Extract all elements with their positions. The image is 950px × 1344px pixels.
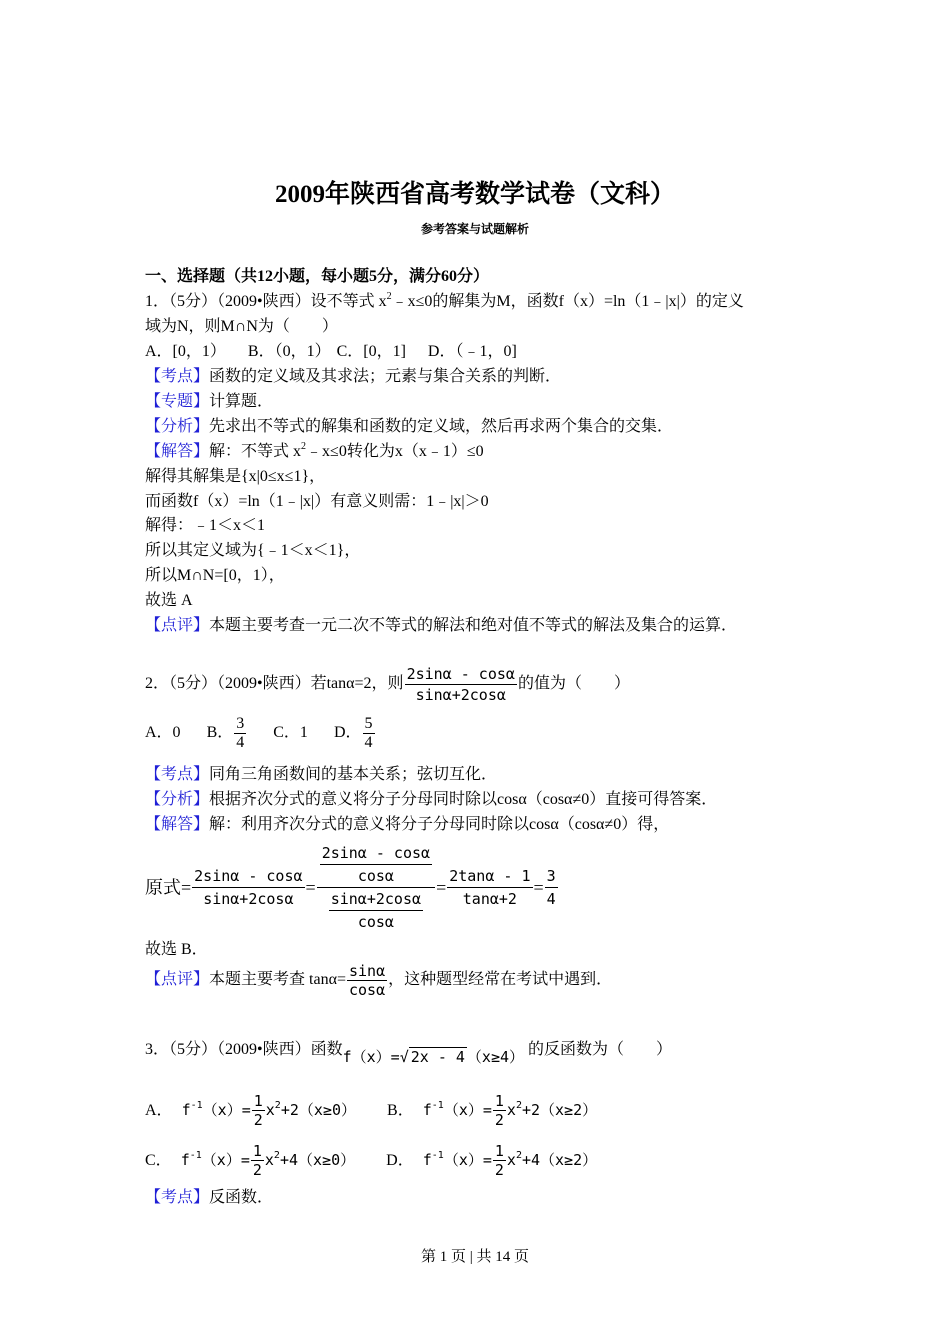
f: f [422,1151,432,1169]
tag-fenxi: 【分析】 [145,418,210,435]
fraction [493,1142,506,1179]
q1-dianping [145,616,737,636]
denominator: 4 [236,734,245,751]
q3-option-b [387,1092,597,1129]
fraction [251,1142,264,1179]
q1-option-c: C．[0，1] [336,343,406,360]
compound-fraction [317,842,435,933]
numerator: 2sinα - cosα [320,842,432,865]
q1-fenxi [145,417,673,437]
page-subtitle: 参考答案与试题解析 [420,222,529,236]
numerator [317,842,435,888]
denominator: cosα [348,981,386,999]
q1-step: 解得其解集是{x|0≤x≤1}， [145,468,326,485]
q1-step: 而函数f（x）=ln（1﹣|x|）有意义则需：1﹣|x|＞0 [145,493,489,510]
q3-function: f（x）=√ 2x - 4 （x≥4） [342,1048,525,1066]
sup: 2 [274,1100,281,1111]
tag-kaodian: 【考点】 [145,368,210,385]
fraction [347,962,387,999]
q1-stem-line1 [145,292,744,312]
denominator: sinα+2cosα [415,686,506,704]
f: f [181,1101,191,1119]
denominator [326,888,426,933]
numerator: 5 [364,715,373,732]
inverse-sup: -1 [431,1150,444,1161]
dianping-text: 本题主要考查 tanα= [209,971,346,989]
tag-dianping: 【点评】 [145,617,210,634]
denominator: cosα [357,913,394,931]
denominator: 2 [253,1111,263,1129]
section-heading: 一、选择题（共12小题，每小题5分，满分60分） [145,268,490,285]
denominator: cosα [357,867,394,885]
q2-fenxi [145,790,717,810]
q2-stem [145,664,630,705]
denominator: 2 [494,1111,504,1129]
q2-dianping [145,962,612,999]
q2-options [145,715,398,752]
numerator: 2sinα - cosα [406,665,515,683]
x: x [265,1101,275,1119]
fraction [329,888,423,933]
zhuanti-text: 计算题． [209,393,274,410]
denominator: sinα+2cosα [203,890,294,908]
tag-jieda: 【解答】 [145,816,210,833]
q3-text: 的反函数为（ ） [524,1041,673,1058]
x: x [264,1151,274,1169]
numerator: sinα+2cosα [329,888,423,911]
x: x [506,1151,516,1169]
sup: 2 [273,1150,280,1161]
q1-text: 1．（5分）（2009•陕西）设不等式 x [145,293,387,310]
condition: （x≥4） [466,1048,525,1066]
fraction [447,865,532,910]
q1-text: ﹣x≤0的解集为M，函数f（x）=ln（1﹣|x|）的定义 [391,293,744,310]
q2-option-a: A．0 [145,724,181,742]
q3-options-cd [145,1142,619,1179]
denominator: 2 [252,1161,262,1179]
numerator: 1 [494,1092,504,1110]
denominator: 2 [494,1161,504,1179]
x: x [506,1101,516,1119]
fenxi-text: 先求出不等式的解集和函数的定义域，然后再求两个集合的交集． [209,418,674,435]
tag-kaodian: 【考点】 [145,1189,210,1206]
q2-kaodian [145,765,497,785]
dianping-text: 本题主要考查一元二次不等式的解法和绝对值不等式的解法及集合的运算． [209,617,738,634]
equals: = [436,877,447,898]
fraction [234,715,246,752]
fraction [493,1092,506,1129]
f: f [180,1151,190,1169]
denominator: 4 [364,734,373,751]
q1-sup: 2 [386,291,392,302]
dianping-text: ，这种题型经常在考试中遇到． [388,971,613,989]
q1-option-d: D．（﹣1，0] [427,343,517,360]
numerator: 1 [494,1142,504,1160]
q1-jieda [145,442,484,462]
label: D． [386,1152,414,1169]
q3-option-c [145,1142,355,1179]
q2-jieda [145,815,669,835]
text: +4（x≥0） [279,1151,356,1169]
tag-dianping: 【点评】 [145,971,210,989]
q1-step: 所以M∩N=[0，1）， [145,567,285,584]
text: （x）= [443,1151,492,1169]
text: +2（x≥0） [280,1101,356,1119]
tag-kaodian: 【考点】 [145,766,210,783]
inverse-sup: -1 [189,1150,202,1161]
numerator: 3 [545,865,558,888]
text: +2（x≥2） [521,1101,598,1119]
inverse-sup: -1 [190,1100,203,1111]
q1-options [145,342,539,362]
denominator: tanα+2 [462,890,517,908]
formula-label: 原式= [145,877,192,898]
fraction [545,865,558,910]
numerator: 1 [253,1092,263,1110]
label: B． [387,1102,414,1119]
text: （x）= [443,1101,492,1119]
jieda-text: ﹣x≤0转化为x（x﹣1）≤0 [306,443,484,460]
numerator: 2tanα - 1 [447,865,532,888]
label: B． [206,724,234,742]
q2-option-d [334,715,376,752]
jieda-sup: 2 [301,441,307,452]
fenxi-text: 根据齐次分式的意义将分子分母同时除以cosα（cosα≠0）直接可得答案． [209,791,718,808]
label: C． [145,1152,172,1169]
equals: = [533,877,544,898]
equals: = [305,877,316,898]
q2-option-c: C．1 [273,724,308,742]
tag-fenxi: 【分析】 [145,791,210,808]
denominator: 4 [546,890,556,908]
fx: f（x）= [342,1048,400,1066]
tag-zhuanti: 【专题】 [145,393,210,410]
page-footer: 第 1 页 | 共 14 页 [420,1249,529,1265]
fraction [252,1092,265,1129]
q2-text: 的值为（ ） [517,675,630,693]
numerator: sinα [348,962,386,980]
q2-derivation [145,842,559,933]
q1-option-b: B．（0，1） [247,343,331,360]
q1-step: 所以其定义域为{﹣1＜x＜1}， [145,542,361,559]
text: （x）= [201,1151,250,1169]
jieda-text: 解：利用齐次分式的意义将分子分母同时除以cosα（cosα≠0）得， [209,816,670,833]
q1-step: 解得：﹣1＜x＜1 [145,517,266,534]
tag-jieda: 【解答】 [145,443,210,460]
kaodian-text: 反函数． [209,1189,274,1206]
jieda-text: 解：不等式 x [209,443,302,460]
page-title: 2009年陕西省高考数学试卷（文科） [274,181,675,208]
q1-kaodian [145,367,561,387]
fraction [320,842,432,887]
label: A． [145,1102,173,1119]
q2-fraction [405,664,517,705]
q1-step: 故选 A [145,592,193,609]
q1-option-a: A．[0，1） [145,343,226,360]
q1-zhuanti [145,392,273,412]
sup: 2 [515,1100,522,1111]
q3-stem [145,1039,673,1066]
q2-option-b [207,715,248,752]
inverse-sup: -1 [431,1100,444,1111]
q1-stem-line2: 域为N，则M∩N为（ ） [145,318,338,335]
text: +4（x≥2） [521,1151,598,1169]
q3-text: 3．（5分）（2009•陕西）函数 [145,1041,343,1058]
kaodian-text: 同角三角函数间的基本关系；弦切互化． [209,766,498,783]
fraction [363,715,375,752]
numerator: 1 [252,1142,262,1160]
q3-option-d [386,1142,597,1179]
q2-conclusion: 故选 B． [145,941,208,958]
q3-options-ab [145,1092,619,1129]
q3-option-a [145,1092,356,1129]
numerator: 2sinα - cosα [192,865,304,888]
label: D． [333,724,362,742]
q3-kaodian [145,1188,273,1208]
radicand: 2x - 4 [410,1048,465,1066]
kaodian-text: 函数的定义域及其求法；元素与集合关系的判断． [209,368,562,385]
numerator: 3 [236,715,245,732]
text: （x）= [202,1101,251,1119]
f: f [422,1101,432,1119]
q2-text: 2．（5分）（2009•陕西）若tanα=2，则 [145,675,404,693]
sup: 2 [515,1150,522,1161]
fraction [192,865,304,910]
